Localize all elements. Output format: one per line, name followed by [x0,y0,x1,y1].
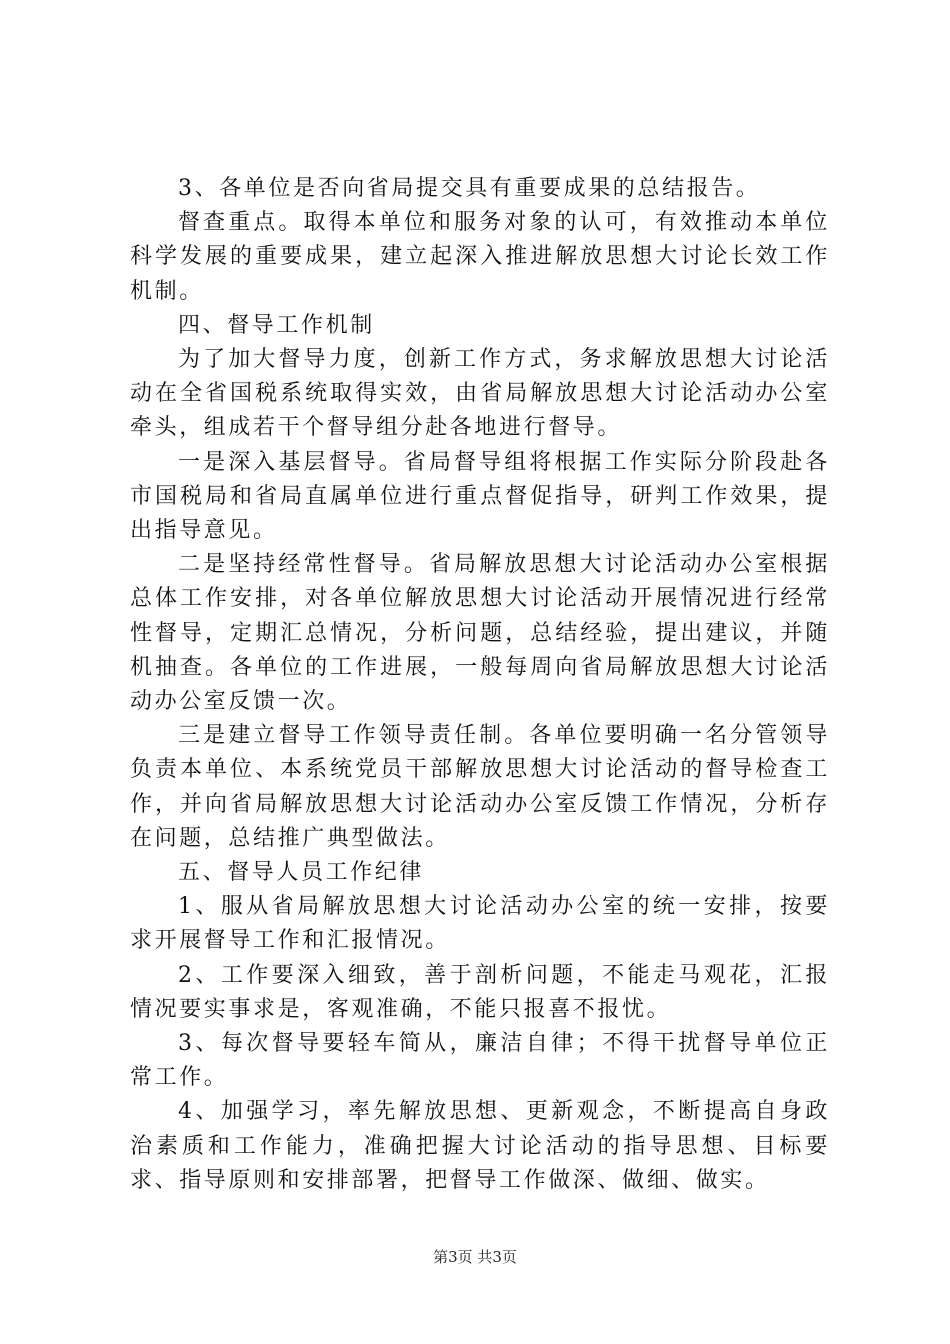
section-heading-supervision-mechanism: 四、督导工作机制 [178,312,375,338]
paragraph-discipline-3: 3、每次督导要轻车简从，廉洁自律；不得干扰督导单位正常工作。 [130,1031,830,1091]
paragraph-grassroots-supervision: 一是深入基层督导。省局督导组将根据工作实际分阶段赴各市国税局和省局直属单位进行重点督促指导，研判工作效果，提出指导意见。 [130,449,830,544]
paragraph-responsibility-system: 三是建立督导工作领导责任制。各单位要明确一名分管领导负责本单位、本系统党员干部解放思想大讨论活动的督导检查工作，并向省局解放思想大讨论活动办公室反馈工作情况，分析存在问题，总结推广典型做法。 [130,723,830,851]
paragraph-discipline-1: 1、服从省局解放思想大讨论活动办公室的统一安排，按要求开展督导工作和汇报情况。 [130,894,830,954]
paragraph-discipline-2: 2、工作要深入细致，善于剖析问题，不能走马观花，汇报情况要实事求是，客观准确，不能只报喜不报忧。 [130,962,830,1022]
page-footer: 第3页 共3页 [433,1248,517,1266]
paragraph-regular-supervision: 二是坚持经常性督导。省局解放思想大讨论活动办公室根据总体工作安排，对各单位解放思想大讨论活动开展情况进行经常性督导，定期汇总情况，分析问题，总结经验，提出建议，并随机抽查。各单位的工作进展，一般每周向省局解放思想大讨论活动办公室反馈一次。 [130,552,830,715]
section-heading-work-discipline: 五、督导人员工作纪律 [178,860,425,886]
paragraph-supervision-purpose: 为了加大督导力度，创新工作方式，务求解放思想大讨论活动在全省国税系统取得实效，由省局解放思想大讨论活动办公室牵头，组成若干个督导组分赴各地进行督导。 [130,347,830,441]
paragraph-item-3-summary-report: 3、各单位是否向省局提交具有重要成果的总结报告。 [178,176,761,201]
document-body [130,172,830,1198]
paragraph-inspection-focus: 督查重点。取得本单位和服务对象的认可，有效推动本单位科学发展的重要成果，建立起深入推进解放思想大讨论长效工作机制。 [130,210,830,304]
paragraph-discipline-4: 4、加强学习，率先解放思想、更新观念，不断提高自身政治素质和工作能力，准确把握大讨论活动的指导思想、目标要求、指导原则和安排部署，把督导工作做深、做细、做实。 [130,1099,830,1193]
